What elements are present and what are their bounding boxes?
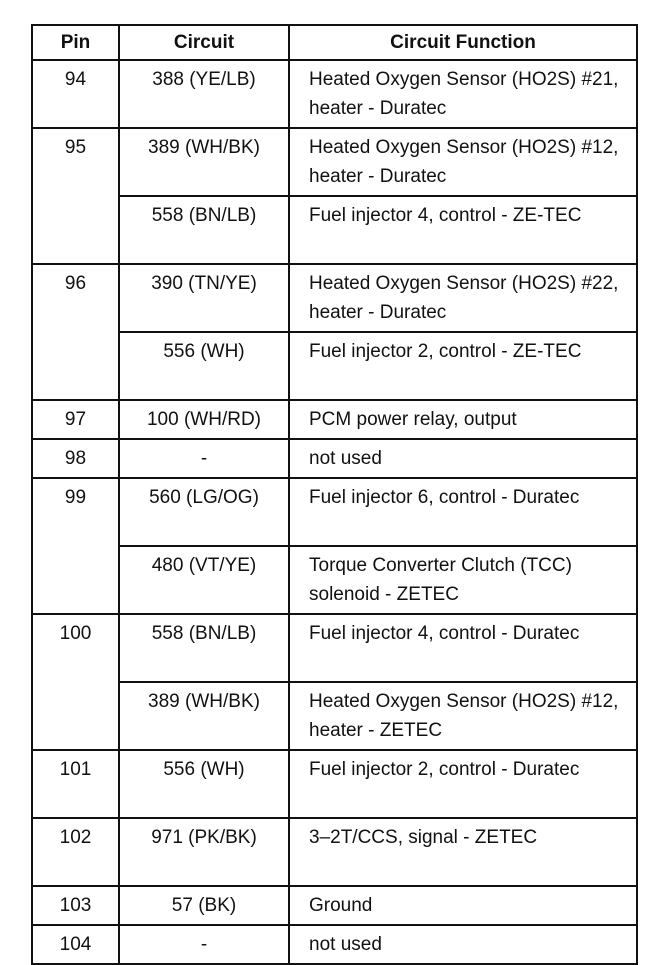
pin-cell: 94 [32, 60, 119, 128]
table-row [32, 546, 637, 614]
pin-cell: 103 [32, 886, 119, 925]
pin-cell: 95 [32, 128, 119, 264]
function-cell: not used [289, 925, 637, 964]
function-cell: Heated Oxygen Sensor (HO2S) #12, heater - ZETEC [289, 682, 637, 750]
circuit-cell: 100 (WH/RD) [119, 400, 289, 439]
table-row [32, 439, 637, 478]
function-cell: Fuel injector 2, control - ZE-TEC [289, 332, 637, 400]
circuit-cell: 560 (LG/OG) [119, 478, 289, 546]
function-cell: not used [289, 439, 637, 478]
table-row [32, 264, 637, 332]
table-row [32, 886, 637, 925]
header-circuit-function: Circuit Function [289, 25, 637, 60]
pin-circuit-table [31, 24, 638, 965]
table-row [32, 925, 637, 964]
pin-cell: 96 [32, 264, 119, 400]
table-row [32, 682, 637, 750]
circuit-cell: 558 (BN/LB) [119, 196, 289, 264]
pin-cell: 102 [32, 818, 119, 886]
table-row [32, 60, 637, 128]
function-cell: Fuel injector 2, control - Duratec [289, 750, 637, 818]
circuit-cell: 556 (WH) [119, 332, 289, 400]
function-cell: Heated Oxygen Sensor (HO2S) #12, heater - Duratec [289, 128, 637, 196]
circuit-cell: 556 (WH) [119, 750, 289, 818]
circuit-cell: 558 (BN/LB) [119, 614, 289, 682]
pin-cell: 100 [32, 614, 119, 750]
function-cell: Fuel injector 4, control - Duratec [289, 614, 637, 682]
table-row [32, 332, 637, 400]
circuit-cell: 388 (YE/LB) [119, 60, 289, 128]
header-pin: Pin [32, 25, 119, 60]
table-row [32, 196, 637, 264]
circuit-cell: 389 (WH/BK) [119, 682, 289, 750]
pin-cell: 101 [32, 750, 119, 818]
function-cell: PCM power relay, output [289, 400, 637, 439]
pin-cell: 98 [32, 439, 119, 478]
function-cell: Heated Oxygen Sensor (HO2S) #22, heater - Duratec [289, 264, 637, 332]
table-row [32, 478, 637, 546]
pin-cell: 104 [32, 925, 119, 964]
table-row [32, 614, 637, 682]
function-cell: Torque Converter Clutch (TCC) solenoid - ZETEC [289, 546, 637, 614]
circuit-cell: 390 (TN/YE) [119, 264, 289, 332]
table-row [32, 128, 637, 196]
table-row [32, 400, 637, 439]
function-cell: 3–2T/CCS, signal - ZETEC [289, 818, 637, 886]
function-cell: Ground [289, 886, 637, 925]
function-cell: Fuel injector 4, control - ZE-TEC [289, 196, 637, 264]
circuit-cell: 971 (PK/BK) [119, 818, 289, 886]
pin-cell: 99 [32, 478, 119, 614]
circuit-cell: - [119, 439, 289, 478]
pin-cell: 97 [32, 400, 119, 439]
circuit-cell: 389 (WH/BK) [119, 128, 289, 196]
pin-table-wrapper [31, 24, 636, 965]
function-cell: Heated Oxygen Sensor (HO2S) #21, heater - Duratec [289, 60, 637, 128]
function-cell: Fuel injector 6, control - Duratec [289, 478, 637, 546]
circuit-cell: 480 (VT/YE) [119, 546, 289, 614]
circuit-cell: - [119, 925, 289, 964]
header-circuit: Circuit [119, 25, 289, 60]
table-header-row [32, 25, 637, 60]
table-row [32, 750, 637, 818]
circuit-cell: 57 (BK) [119, 886, 289, 925]
table-row [32, 818, 637, 886]
